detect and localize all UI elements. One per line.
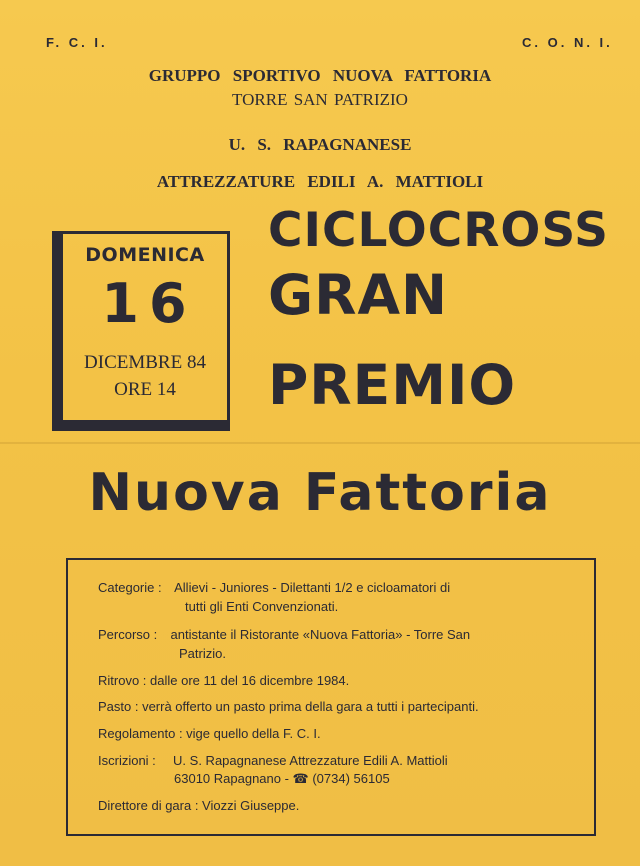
- date-month-year: DICEMBRE 84: [84, 352, 206, 373]
- organizer-line-3: U. S. RAPAGNANESE: [228, 135, 412, 154]
- organizer-line-4: ATTREZZATURE EDILI A. MATTIOLI: [156, 172, 484, 191]
- info-percorso: [98, 627, 470, 642]
- info-box: [66, 558, 596, 836]
- date-hour: ORE 14: [114, 379, 176, 400]
- paper-fold-line: [0, 442, 640, 444]
- info-regolamento: Regolamento : vige quello della F. C. I.: [98, 726, 321, 741]
- info-ritrovo: Ritrovo : dalle ore 11 del 16 dicembre 1984.: [98, 673, 350, 688]
- info-direttore: Direttore di gara : Viozzi Giuseppe.: [98, 798, 300, 813]
- date-day: 16: [101, 272, 197, 335]
- date-box: [52, 231, 230, 431]
- headline-gran: GRAN: [268, 263, 449, 327]
- info-iscrizioni: [98, 753, 448, 768]
- categorie-text-2: tutti gli Enti Convenzionati.: [185, 599, 339, 614]
- iscrizioni-text-1: U. S. Rapagnanese Attrezzature Edili A. Mattioli: [173, 753, 448, 768]
- iscrizioni-text-2: 63010 Rapagnano - ☎ (0734) 56105: [174, 771, 390, 786]
- coni-label: C. O. N. I.: [522, 35, 613, 50]
- info-pasto: Pasto : verrà offerto un pasto prima della gara a tutti i partecipanti.: [98, 699, 479, 714]
- headline-ciclocross: CICLOCROSS: [268, 203, 609, 258]
- fci-label: F. C. I.: [46, 35, 108, 50]
- percorso-label: Percorso :: [98, 627, 158, 642]
- organizer-line-1: GRUPPO SPORTIVO NUOVA FATTORIA: [148, 66, 492, 85]
- categorie-text-1: Allievi - Juniores - Dilettanti 1/2 e cicloamatori di: [174, 580, 451, 595]
- info-categorie: [98, 580, 450, 595]
- percorso-text-2: Patrizio.: [179, 646, 226, 661]
- headline-premio: PREMIO: [268, 353, 517, 417]
- categorie-label: Categorie :: [98, 580, 162, 595]
- percorso-text-1: antistante il Ristorante «Nuova Fattoria» - Torre San: [170, 627, 471, 642]
- date-weekday: DOMENICA: [85, 244, 205, 266]
- organizer-line-2: TORRE SAN PATRIZIO: [232, 90, 408, 109]
- event-name: Nuova Fattoria: [88, 463, 552, 523]
- iscrizioni-label: Iscrizioni :: [98, 753, 156, 768]
